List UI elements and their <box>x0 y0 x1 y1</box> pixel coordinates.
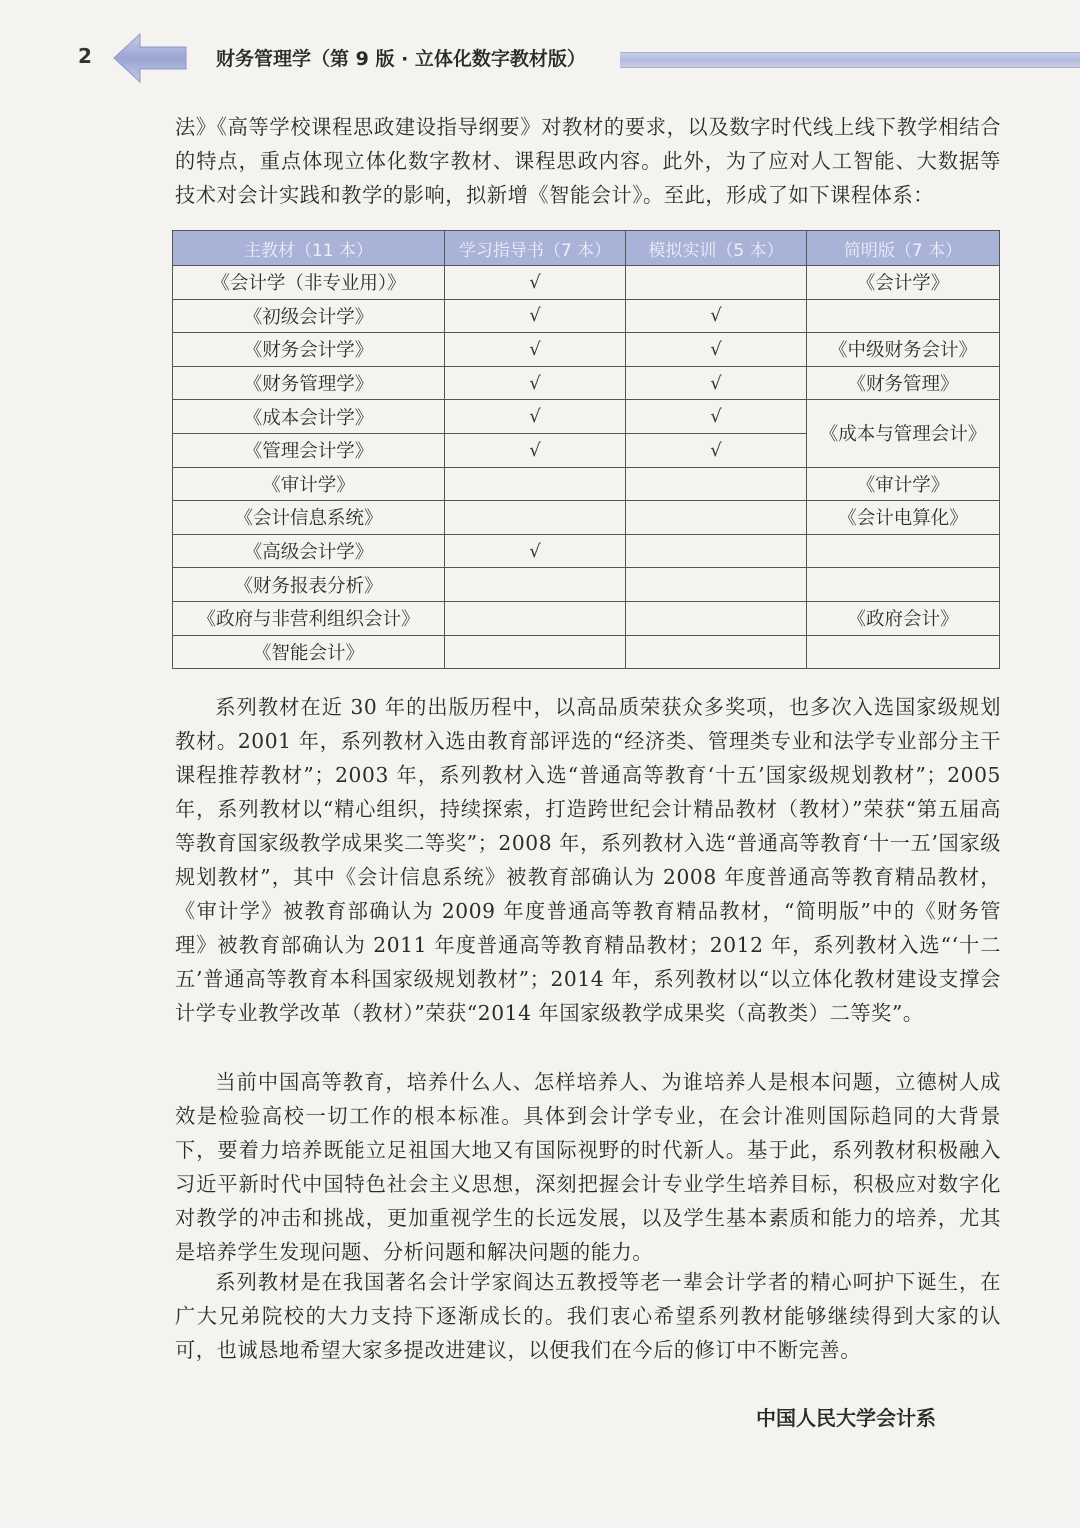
cell-main-textbook: 《初级会计学》 <box>173 299 445 333</box>
closing-paragraph: 系列教材是在我国著名会计学家阎达五教授等老一辈会计学者的精心呵护下诞生，在广大兄弟院校的大力支持下逐渐成长的。我们衷心希望系列教材能够继续得到大家的认可，也诚恳地希望大家多提改进建议，以便我们在今后的修订中不断完善。 <box>175 1270 1001 1362</box>
cell-simulation <box>626 501 807 535</box>
cell-simulation <box>626 400 807 434</box>
cell-brief-edition: 《会计电算化》 <box>807 501 1000 535</box>
cell-main-textbook: 《会计学（非专业用）》 <box>173 266 445 300</box>
cell-main-textbook: 《财务管理学》 <box>173 366 445 400</box>
course-system-table <box>172 230 1000 669</box>
table-row <box>173 400 1000 434</box>
cell-main-textbook: 《政府与非营利组织会计》 <box>173 601 445 635</box>
history-paragraph: 系列教材在近 30 年的出版历程中，以高品质荣获众多奖项，也多次入选国家级规划教材。2001 年，系列教材入选由教育部评选的“经济类、管理类专业和法学专业部分主干课程推荐教材”；2003 年，系列教材入选“普通高等教育‘十五’国家级规划教材”；2005 年，系列教材以“精心组织，持续探索，打造跨世纪会计精品教材（教材）”荣获“第五届高等教育国家级教学成果奖二等奖”；2008 年，系列教材入选“普通高等教育‘十一五’国家级规划教材”，其中《会计信息系统》被教育部确认为 2008 年度普通高等教育精品教材，《审计学》被教育部确认为 2009 年度普通高等教育精品教材，“简明版”中的《财务管理》被教育部确认为 2011 年度普通高等教育精品教材；2012 年，系列教材入选“‘十二五’普通高等教育本科国家级规划教材”；2014 年，系列教材以“以立体化教材建设支撑会计学专业教学改革（教材）”荣获“2014 年国家级教学成果奖（高教类）二等奖”。 <box>175 695 1001 1025</box>
cell-simulation <box>626 534 807 568</box>
cell-study-guide <box>445 568 626 602</box>
cell-brief-edition: 《会计学》 <box>807 266 1000 300</box>
cell-simulation <box>626 266 807 300</box>
cell-main-textbook: 《高级会计学》 <box>173 534 445 568</box>
table-row <box>173 266 1000 300</box>
header-brief-edition: 简明版（7 本） <box>807 231 1000 266</box>
cell-study-guide <box>445 433 626 467</box>
cell-study-guide <box>445 400 626 434</box>
check-mark-icon: √ <box>529 372 541 394</box>
cell-main-textbook: 《财务报表分析》 <box>173 568 445 602</box>
cell-simulation <box>626 299 807 333</box>
header-simulation: 模拟实训（5 本） <box>626 231 807 266</box>
cell-study-guide <box>445 299 626 333</box>
intro-paragraph: 法》《高等学校课程思政建设指导纲要》对教材的要求，以及数字时代线上线下教学相结合的特点，重点体现立体化数字教材、课程思政内容。此外，为了应对人工智能、大数据等技术对会计实践和教学的影响，拟新增《智能会计》。至此，形成了如下课程体系： <box>175 115 1001 207</box>
check-mark-icon: √ <box>529 338 541 360</box>
table-row <box>173 366 1000 400</box>
cell-main-textbook: 《财务会计学》 <box>173 333 445 367</box>
cell-simulation <box>626 333 807 367</box>
table-row <box>173 299 1000 333</box>
table-row <box>173 568 1000 602</box>
cell-simulation <box>626 467 807 501</box>
check-mark-icon: √ <box>710 439 722 461</box>
cell-brief-edition: 《审计学》 <box>807 467 1000 501</box>
cell-study-guide <box>445 366 626 400</box>
left-arrow-icon <box>110 30 190 86</box>
table-body <box>173 266 1000 669</box>
check-mark-icon: √ <box>710 372 722 394</box>
cell-study-guide <box>445 635 626 669</box>
check-mark-icon: √ <box>529 439 541 461</box>
table-row <box>173 601 1000 635</box>
cell-study-guide <box>445 333 626 367</box>
cell-simulation <box>626 366 807 400</box>
cell-simulation <box>626 635 807 669</box>
cell-main-textbook: 《智能会计》 <box>173 635 445 669</box>
header-main-textbook: 主教材（11 本） <box>173 231 445 266</box>
cell-simulation <box>626 568 807 602</box>
header-study-guide: 学习指导书（7 本） <box>445 231 626 266</box>
cell-brief-edition: 《成本与管理会计》 <box>807 400 1000 467</box>
cell-brief-edition <box>807 299 1000 333</box>
header-rule <box>620 52 1080 68</box>
page-header <box>0 30 1080 86</box>
check-mark-icon: √ <box>529 305 541 327</box>
table-header-row <box>173 231 1000 266</box>
check-mark-icon: √ <box>529 271 541 293</box>
cell-brief-edition: 《政府会计》 <box>807 601 1000 635</box>
table-row <box>173 333 1000 367</box>
check-mark-icon: √ <box>710 305 722 327</box>
book-title: 财务管理学（第 9 版 · 立体化数字教材版） <box>216 48 586 70</box>
table-row <box>173 534 1000 568</box>
cell-main-textbook: 《审计学》 <box>173 467 445 501</box>
signature: 中国人民大学会计系 <box>756 1406 936 1430</box>
cell-simulation <box>626 601 807 635</box>
cell-study-guide <box>445 266 626 300</box>
education-paragraph: 当前中国高等教育，培养什么人、怎样培养人、为谁培养人是根本问题，立德树人成效是检验高校一切工作的根本标准。具体到会计学专业，在会计准则国际趋同的大背景下，要着力培养既能立足祖国大地又有国际视野的时代新人。基于此，系列教材积极融入习近平新时代中国特色社会主义思想，深刻把握会计专业学生培养目标，积极应对数字化对教学的冲击和挑战，更加重视学生的长远发展，以及学生基本素质和能力的培养，尤其是培养学生发现问题、分析问题和解决问题的能力。 <box>175 1070 1001 1264</box>
table-row <box>173 467 1000 501</box>
cell-study-guide <box>445 601 626 635</box>
cell-study-guide <box>445 467 626 501</box>
check-mark-icon: √ <box>710 338 722 360</box>
cell-brief-edition <box>807 568 1000 602</box>
cell-simulation <box>626 433 807 467</box>
cell-study-guide <box>445 501 626 535</box>
cell-study-guide <box>445 534 626 568</box>
cell-main-textbook: 《会计信息系统》 <box>173 501 445 535</box>
check-mark-icon: √ <box>710 406 722 428</box>
cell-brief-edition: 《中级财务会计》 <box>807 333 1000 367</box>
cell-brief-edition <box>807 635 1000 669</box>
cell-main-textbook: 《管理会计学》 <box>173 433 445 467</box>
cell-main-textbook: 《成本会计学》 <box>173 400 445 434</box>
cell-brief-edition: 《财务管理》 <box>807 366 1000 400</box>
check-mark-icon: √ <box>529 406 541 428</box>
page-number: 2 <box>78 44 92 68</box>
check-mark-icon: √ <box>529 540 541 562</box>
cell-brief-edition <box>807 534 1000 568</box>
table-row <box>173 501 1000 535</box>
table-row <box>173 635 1000 669</box>
